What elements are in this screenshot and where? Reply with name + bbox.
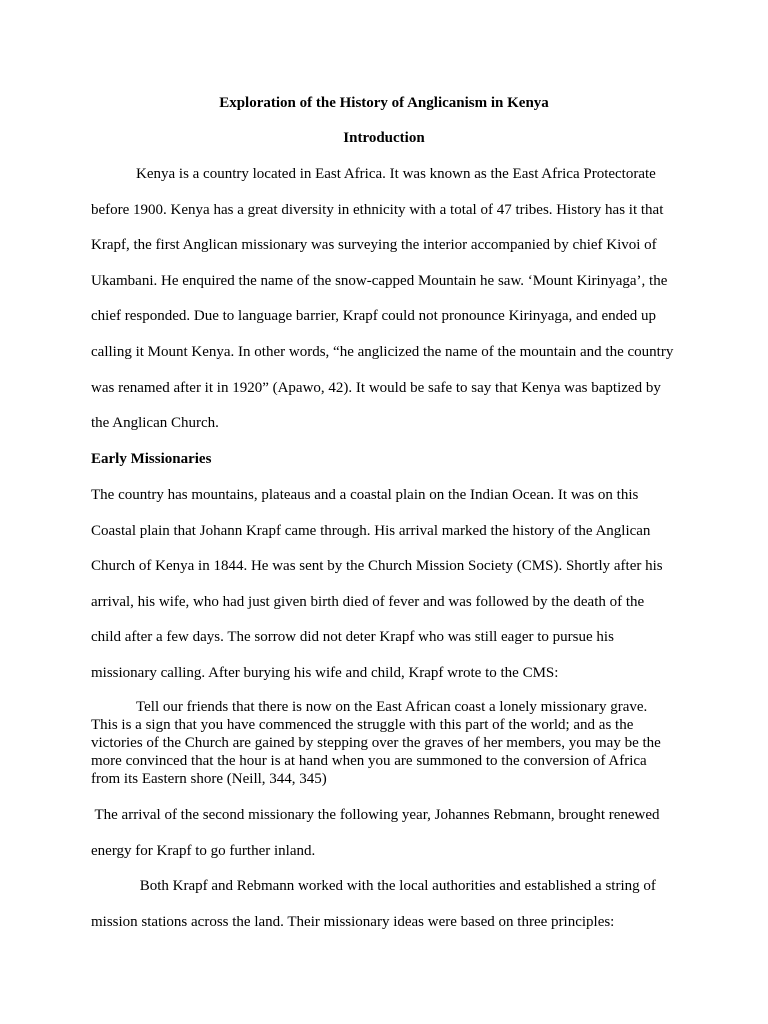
after-quote-line: The arrival of the second missionary the following year, Johannes Rebmann, brought renewed	[91, 807, 660, 823]
after-quote-line: energy for Krapf to go further inland.	[91, 843, 316, 859]
intro-line: before 1900. Kenya has a great diversity in ethnicity with a total of 47 tribes. History has it that	[91, 202, 664, 218]
section-line: The country has mountains, plateaus and a coastal plain on the Indian Ocean. It was on this	[91, 487, 639, 503]
intro-line: Ukambani. He enquired the name of the snow-capped Mountain he saw. ‘Mount Kirinyaga’, the	[91, 273, 668, 289]
intro-line: Krapf, the first Anglican missionary was surveying the interior accompanied by chief Kivoi of	[91, 237, 657, 253]
section-line: arrival, his wife, who had just given birth died of fever and was followed by the death of the	[91, 594, 645, 610]
introduction-heading: Introduction	[343, 130, 425, 146]
block-quote-line: Tell our friends that there is now on the East African coast a lonely missionary grave.	[136, 699, 648, 715]
final-line: mission stations across the land. Their missionary ideas were based on three principles:	[91, 914, 615, 930]
intro-line: was renamed after it in 1920” (Apawo, 42). It would be safe to say that Kenya was baptized by	[91, 380, 661, 396]
section-line: Church of Kenya in 1844. He was sent by the Church Mission Society (CMS). Shortly after his	[91, 558, 663, 574]
block-quote-line: victories of the Church are gained by stepping over the graves of her members, you may be the	[91, 735, 661, 751]
section-line: missionary calling. After burying his wife and child, Krapf wrote to the CMS:	[91, 665, 559, 681]
final-line: Both Krapf and Rebmann worked with the local authorities and established a string of	[136, 878, 656, 894]
early-missionaries-heading: Early Missionaries	[91, 451, 212, 467]
block-quote-line: from its Eastern shore (Neill, 344, 345)	[91, 771, 327, 787]
section-line: child after a few days. The sorrow did not deter Krapf who was still eager to pursue his	[91, 629, 614, 645]
intro-line: the Anglican Church.	[91, 415, 219, 431]
section-line: Coastal plain that Johann Krapf came through. His arrival marked the history of the Anglican	[91, 523, 651, 539]
block-quote-line: This is a sign that you have commenced the struggle with this part of the world; and as the	[91, 717, 634, 733]
document-title: Exploration of the History of Anglicanism in Kenya	[219, 95, 549, 111]
intro-line: calling it Mount Kenya. In other words, “he anglicized the name of the mountain and the country	[91, 344, 674, 360]
intro-line: Kenya is a country located in East Africa. It was known as the East Africa Protectorate	[136, 166, 656, 182]
intro-line: chief responded. Due to language barrier, Krapf could not pronounce Kirinyaga, and ended up	[91, 308, 657, 324]
block-quote-line: more convinced that the hour is at hand when you are summoned to the conversion of Africa	[91, 753, 647, 769]
